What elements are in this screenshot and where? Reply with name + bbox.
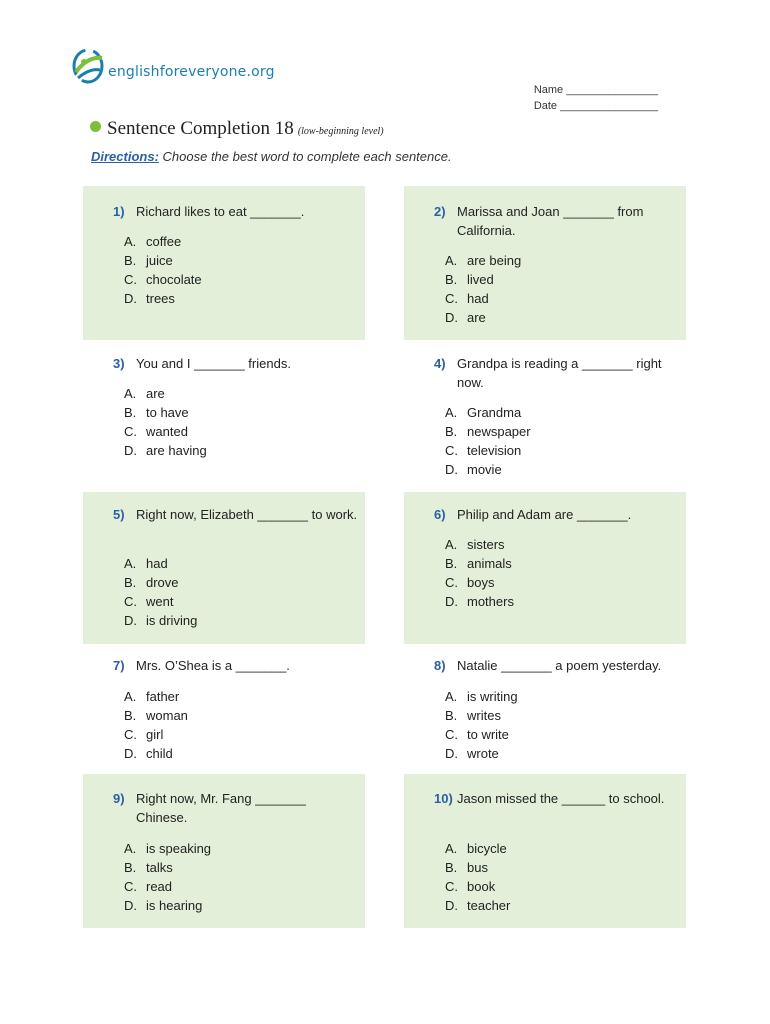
question-3 — [113, 354, 358, 373]
option-d[interactable]: D. wrote — [445, 746, 499, 761]
question-text: Right now, Elizabeth _______ to work. — [136, 507, 358, 522]
date-line: Date ________________ — [533, 100, 658, 112]
option-a[interactable]: A. are — [124, 386, 165, 401]
question-number: 2) — [434, 204, 446, 219]
option-b[interactable]: B. woman — [124, 708, 188, 723]
options-list — [124, 554, 197, 630]
option-d[interactable]: D. child — [124, 746, 173, 761]
options-list — [445, 535, 514, 611]
question-10 — [434, 789, 679, 808]
question-number: 8) — [434, 658, 446, 673]
question-text: Richard likes to eat _______. — [136, 204, 305, 219]
option-c[interactable]: C. to write — [445, 727, 509, 742]
question-box-9 — [83, 774, 365, 928]
globe-logo-icon — [70, 44, 106, 88]
options-list — [124, 839, 211, 915]
question-box-2 — [404, 186, 686, 340]
option-c[interactable]: C. had — [445, 291, 489, 306]
question-box-7 — [83, 644, 365, 774]
logo-part-for: for — [159, 64, 180, 80]
option-d[interactable]: D. are having — [124, 443, 207, 458]
options-list — [124, 232, 202, 308]
option-b[interactable]: B. bus — [445, 860, 488, 875]
option-b[interactable]: B. newspaper — [445, 424, 531, 439]
question-number: 6) — [434, 507, 446, 522]
question-5 — [113, 505, 358, 524]
option-b[interactable]: B. drove — [124, 575, 179, 590]
level-text: (low-beginning level) — [297, 126, 384, 137]
option-b[interactable]: B. to have — [124, 405, 189, 420]
options-list — [124, 687, 188, 763]
options-list — [124, 384, 207, 460]
option-a[interactable]: A. is writing — [445, 689, 518, 704]
directions — [91, 149, 452, 164]
directions-label: Directions: — [91, 149, 159, 164]
options-list — [445, 687, 518, 763]
question-box-4 — [404, 340, 686, 492]
question-number: 9) — [113, 791, 125, 806]
question-1 — [113, 202, 358, 221]
option-d[interactable]: D. teacher — [445, 898, 511, 913]
option-b[interactable]: B. juice — [124, 253, 173, 268]
option-a[interactable]: A. Grandma — [445, 405, 522, 420]
title-text: Sentence Completion 18 — [107, 118, 294, 139]
option-d[interactable]: D. trees — [124, 291, 175, 306]
option-b[interactable]: B. talks — [124, 860, 173, 875]
option-d[interactable]: D. are — [445, 310, 486, 325]
option-c[interactable]: C. boys — [445, 575, 495, 590]
option-c[interactable]: C. television — [445, 443, 522, 458]
option-d[interactable]: D. is hearing — [124, 898, 203, 913]
question-text: Marissa and Joan _______ from California. — [457, 204, 644, 238]
question-number: 10) — [434, 791, 453, 806]
option-c[interactable]: C. read — [124, 879, 173, 894]
question-box-8 — [404, 644, 686, 774]
question-4 — [434, 354, 679, 392]
question-text: Natalie _______ a poem yesterday. — [457, 658, 662, 673]
question-text: Philip and Adam are _______. — [457, 507, 632, 522]
question-box-3 — [83, 340, 365, 492]
question-text: Mrs. O’Shea is a _______. — [136, 658, 290, 673]
question-6 — [434, 505, 679, 524]
option-a[interactable]: A. father — [124, 689, 180, 704]
options-list — [445, 403, 531, 479]
option-c[interactable]: C. chocolate — [124, 272, 202, 287]
question-number: 7) — [113, 658, 125, 673]
question-number: 1) — [113, 204, 125, 219]
option-a[interactable]: A. are being — [445, 253, 522, 268]
logo-part-everyone: everyone.org — [179, 64, 275, 80]
logo-text — [108, 64, 275, 80]
option-a[interactable]: A. sisters — [445, 537, 505, 552]
directions-text: Choose the best word to complete each sentence. — [158, 149, 452, 164]
question-text: Jason missed the ______ to school. — [457, 791, 665, 806]
question-7 — [113, 656, 358, 675]
option-c[interactable]: C. book — [445, 879, 496, 894]
logo-part-english: english — [108, 64, 160, 80]
option-d[interactable]: D. is driving — [124, 613, 198, 628]
question-number: 4) — [434, 356, 446, 371]
question-9 — [113, 789, 358, 827]
question-8 — [434, 656, 679, 675]
option-a[interactable]: A. is speaking — [124, 841, 212, 856]
question-2 — [434, 202, 679, 240]
question-number: 5) — [113, 507, 125, 522]
options-list — [445, 251, 521, 327]
option-a[interactable]: A. bicycle — [445, 841, 507, 856]
options-list — [445, 839, 510, 915]
option-c[interactable]: C. went — [124, 594, 174, 609]
option-b[interactable]: B. animals — [445, 556, 512, 571]
question-box-5 — [83, 492, 365, 644]
site-logo — [70, 44, 330, 92]
name-date-fields — [534, 82, 658, 114]
question-text: Grandpa is reading a _______ right now. — [457, 356, 662, 390]
question-number: 3) — [113, 356, 125, 371]
question-text: Right now, Mr. Fang _______ Chinese. — [136, 791, 306, 825]
option-c[interactable]: C. wanted — [124, 424, 188, 439]
question-box-10 — [404, 774, 686, 928]
question-text: You and I _______ friends. — [136, 356, 291, 371]
option-b[interactable]: B. writes — [445, 708, 501, 723]
option-a[interactable]: A. had — [124, 556, 168, 571]
bullet-icon — [90, 121, 101, 132]
option-a[interactable]: A. coffee — [124, 234, 182, 249]
option-d[interactable]: D. movie — [445, 462, 502, 477]
option-c[interactable]: C. girl — [124, 727, 164, 742]
worksheet-title — [90, 118, 384, 140]
option-b[interactable]: B. lived — [445, 272, 494, 287]
question-box-6 — [404, 492, 686, 644]
option-d[interactable]: D. mothers — [445, 594, 514, 609]
question-box-1 — [83, 186, 365, 340]
name-line: Name _______________ — [533, 84, 658, 96]
